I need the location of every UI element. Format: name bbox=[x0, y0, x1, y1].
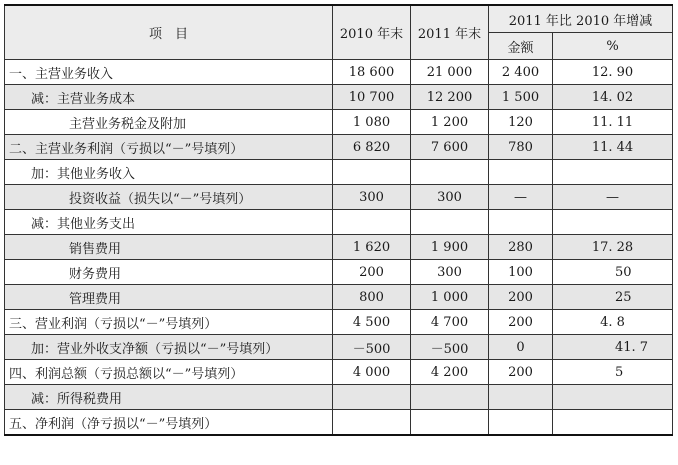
cell-2011 bbox=[411, 160, 489, 185]
row-label: 主营业务税金及附加 bbox=[5, 110, 333, 135]
cell-2010: －500 bbox=[333, 335, 411, 360]
table-row bbox=[5, 60, 673, 85]
table-row bbox=[5, 185, 673, 210]
cell-pct bbox=[553, 160, 673, 185]
cell-2011: 21 000 bbox=[411, 60, 489, 85]
cell-2011 bbox=[411, 210, 489, 235]
cell-pct: 25 bbox=[553, 285, 673, 310]
table-row bbox=[5, 210, 673, 235]
row-label: 财务费用 bbox=[5, 260, 333, 285]
row-label: 销售费用 bbox=[5, 235, 333, 260]
row-label: 五、净利润（净亏损以“－”号填列） bbox=[5, 410, 333, 436]
cell-2010 bbox=[333, 410, 411, 436]
cell-amount: 1 500 bbox=[489, 85, 553, 110]
header-item: 项 目 bbox=[5, 5, 333, 60]
cell-2010 bbox=[333, 160, 411, 185]
cell-2010: 4 500 bbox=[333, 310, 411, 335]
header-2011: 2011 年末 bbox=[411, 5, 489, 60]
cell-amount: 280 bbox=[489, 235, 553, 260]
row-label: 管理费用 bbox=[5, 285, 333, 310]
cell-amount: 200 bbox=[489, 360, 553, 385]
cell-amount bbox=[489, 210, 553, 235]
cell-2010 bbox=[333, 385, 411, 410]
cell-amount: 2 400 bbox=[489, 60, 553, 85]
header-change-group: 2011 年比 2010 年增减 bbox=[489, 5, 673, 33]
cell-2011: 300 bbox=[411, 260, 489, 285]
table-row bbox=[5, 160, 673, 185]
income-statement-wrapper bbox=[4, 4, 673, 436]
table-row bbox=[5, 260, 673, 285]
cell-2010: 1 080 bbox=[333, 110, 411, 135]
row-label: 减：所得税费用 bbox=[5, 385, 333, 410]
table-row bbox=[5, 110, 673, 135]
cell-pct: 17. 28 bbox=[553, 235, 673, 260]
cell-pct: 14. 02 bbox=[553, 85, 673, 110]
cell-2011: 1 200 bbox=[411, 110, 489, 135]
table-row bbox=[5, 310, 673, 335]
cell-pct: 50 bbox=[553, 260, 673, 285]
header-amount: 金额 bbox=[489, 33, 553, 60]
row-label: 一、主营业务收入 bbox=[5, 60, 333, 85]
row-label: 二、主营业务利润（亏损以“－”号填列） bbox=[5, 135, 333, 160]
cell-2011: 1 900 bbox=[411, 235, 489, 260]
row-label: 四、利润总额（亏损总额以“－”号填列） bbox=[5, 360, 333, 385]
cell-2011: 4 700 bbox=[411, 310, 489, 335]
cell-2011: －500 bbox=[411, 335, 489, 360]
row-label: 投资收益（损失以“－”号填列） bbox=[5, 185, 333, 210]
cell-amount bbox=[489, 410, 553, 436]
header-2010: 2010 年末 bbox=[333, 5, 411, 60]
header-percent: % bbox=[553, 33, 673, 60]
cell-pct bbox=[553, 385, 673, 410]
income-statement-table bbox=[4, 4, 673, 436]
cell-2011: 300 bbox=[411, 185, 489, 210]
cell-2010: 200 bbox=[333, 260, 411, 285]
row-label: 三、营业利润（亏损以“－”号填列） bbox=[5, 310, 333, 335]
table-row bbox=[5, 335, 673, 360]
cell-pct: 41. 7 bbox=[553, 335, 673, 360]
table-row bbox=[5, 385, 673, 410]
cell-pct: 11. 11 bbox=[553, 110, 673, 135]
cell-pct: 5 bbox=[553, 360, 673, 385]
cell-2011 bbox=[411, 410, 489, 436]
table-row bbox=[5, 135, 673, 160]
cell-2010: 10 700 bbox=[333, 85, 411, 110]
cell-amount: 200 bbox=[489, 285, 553, 310]
cell-amount: 0 bbox=[489, 335, 553, 360]
cell-amount bbox=[489, 160, 553, 185]
cell-amount bbox=[489, 385, 553, 410]
cell-2010: 18 600 bbox=[333, 60, 411, 85]
cell-2010: 1 620 bbox=[333, 235, 411, 260]
table-row bbox=[5, 410, 673, 436]
cell-pct bbox=[553, 410, 673, 436]
row-label: 减：主营业务成本 bbox=[5, 85, 333, 110]
cell-pct: 11. 44 bbox=[553, 135, 673, 160]
row-label: 减：其他业务支出 bbox=[5, 210, 333, 235]
table-row bbox=[5, 85, 673, 110]
cell-2011 bbox=[411, 385, 489, 410]
cell-2010: 300 bbox=[333, 185, 411, 210]
cell-2010 bbox=[333, 210, 411, 235]
cell-amount: 200 bbox=[489, 310, 553, 335]
cell-2011: 1 000 bbox=[411, 285, 489, 310]
cell-2010: 6 820 bbox=[333, 135, 411, 160]
cell-amount: 100 bbox=[489, 260, 553, 285]
cell-2010: 800 bbox=[333, 285, 411, 310]
cell-2011: 12 200 bbox=[411, 85, 489, 110]
cell-pct: 12. 90 bbox=[553, 60, 673, 85]
cell-pct bbox=[553, 210, 673, 235]
row-label: 加：营业外收支净额（亏损以“－”号填列） bbox=[5, 335, 333, 360]
cell-amount: 120 bbox=[489, 110, 553, 135]
cell-2011: 4 200 bbox=[411, 360, 489, 385]
cell-2011: 7 600 bbox=[411, 135, 489, 160]
cell-pct: 4. 8 bbox=[553, 310, 673, 335]
cell-pct: — bbox=[553, 185, 673, 210]
table-row bbox=[5, 285, 673, 310]
row-label: 加：其他业务收入 bbox=[5, 160, 333, 185]
cell-2010: 4 000 bbox=[333, 360, 411, 385]
table-row bbox=[5, 360, 673, 385]
cell-amount: 780 bbox=[489, 135, 553, 160]
cell-amount: — bbox=[489, 185, 553, 210]
table-row bbox=[5, 235, 673, 260]
